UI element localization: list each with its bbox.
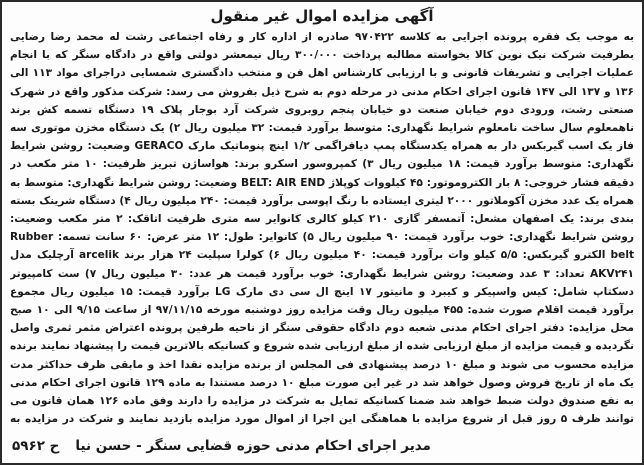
notice-title: آگهی مزایده اموال غیر منقول bbox=[210, 7, 434, 25]
notice-code: ح ۵۹۶۲ bbox=[12, 438, 60, 454]
notice-signature: مدیر اجرای احکام مدنی حوزه قضایی سنگر - حسن نیا bbox=[75, 438, 431, 454]
notice-body: به موجب یک فقره پرونده اجرایی به کلاسه ۹۷۰۴۲۲ صادره از اداره کار و رفاه اجتماعی رشت له محمد رضا رضایی بطرفیت شرکت نیک نوین کالا بخواسته مطالبه پرداخت ۳۰۰/۰۰۰ ریال نیمعشر دولتی واقع در دادگاه سنگر که با انجام عملیات اجرایی و تشریفات قانونی و با ارزیابی کارشناس اهل فن و منتخب دادگستری شمسایی دراجرای مواد ۱۱۳ الی ۱۳۶ و ۱۳۷ الی ۱۴۷ قانون اجرای احکام مدنی در مرحله دوم به شرح ذیل بفروش می رسد: شرکت مذکور واقع در شهرک صنعتی رشت، ورودی دوم خیابان صنعت دو خیابان پنجم روبروی شرکت آرد بوجار پلاک ۱۹ دستگاه تسمه کش برند ناهمعلوم سال ساخت نامعلوم شرایط نگهداری: متوسط برآورد قیمت: ۳۲ میلیون ریال ۲) یک دستگاه مخزن موتوری سه فاز یک اسب گیربکس دار به همراه یکدستگاه پمپ دیافراگمی ۱/۲ اینچ پنوماتیک مارک GERACO وضعیت: روشن شرایط نگهداری: متوسط برآورد قیمت: ۱۸ میلیون ریال ۳) کمپروسور اسکرو برند: هواساژن تبریز ظرفیت: ۱۰ متر مکعب در دقیقه فشار خروجی: ۸ بار الکتروموتور: ۴۵ کیلووات کوپلاژ BELT: AIR END وضعیت: روشن شرایط نگهداری: متوسط به همراه یک عدد مخزن آکوملاتور ۲۰۰۰ لیتری ایستاده با رنگ اپوسی برآورد قیمت: ۲۴۰ میلیون ریال ۴) دستگاه شرینک بسته بندی برند: یک اصفهان مشعل: آتمسفر گازی ۲۱۰ کیلو کالری کانوایر سه متری ظرفیت اتاقک: ۲ متر مکعب وضعیت: روشن شرایط نگهداری: خوب برآورد قیمت: ۹۰ میلیون ریال ۵) کانوایر: طول: ۱۲ متر عرض: ۶۰ سانت تسمه: Rubber belt الکترو گیربکس: ۵/۵ کیلو وات برآورد قیمت: ۴۰ میلیون ریال ۶) کولرا سپلیت ۲۴ هزار برند arcelik آرچلیک مدل AKV۲۴۱ تعداد: ۳ عدد وضعیت: روشن شرایط نگهداری: خوب برآورد قیمت هر عدد: ۳۰ میلیون ریال ۷) ست کامپیوتر دسکتاپ شامل: کیس واسپیکر و کیبرد و مانیتور ۱۷ اینچ ال سی دی مارک LG برآورد قیمت: ۱۵ میلیون ریال مجموع برآورد قیمت اقلام صورت شده: ۴۵۵ میلیون ریال وقت مزایده روز دوشنبه مورخه ۹۷/۱۱/۱۵ از ساعت ۹/۱۵ الی ۱۰ صبح محل مزایده: دفتر اجرای احکام مدنی شعبه دوم دادگاه حقوقی سنگر از ناحیه طرفین پرونده اعتراض مثمر ثمری واصل نگردیده و قیمت مزایده از مبلغ ارزیابی شده از مبلغ ارزیابی شده شروع و کسانیکه بالاترین قیمت را پیشنهاد نمایند برنده مزایده محسوب می شوند و مبلغ ۱۰ درصد پیشنهادی فی المجلس از برنده مزایده نقدا اخذ و مابقی ظرف حداکثر مدت یک ماه از تاریخ فروش وصول خواهد شد در غیر این صورت مبلغ ۱۰ درصد مستندا به ماده ۱۲۹ قانون اجرای احکام مدنی به نفع صندوق دولت ضبط خواهد شد ضمنا کسانیکه تمایل به شرکت در مزایده را دارند وفق ماده ۱۲۶ همان قانون می توانند ظرف ۵ روز قبل از شروع مزایده با هماهنگی این اجرا از اموال مورد مزایده بازدید نمایند و شرکت در مزایده به bbox=[10, 31, 634, 426]
notice-footer bbox=[12, 435, 632, 457]
